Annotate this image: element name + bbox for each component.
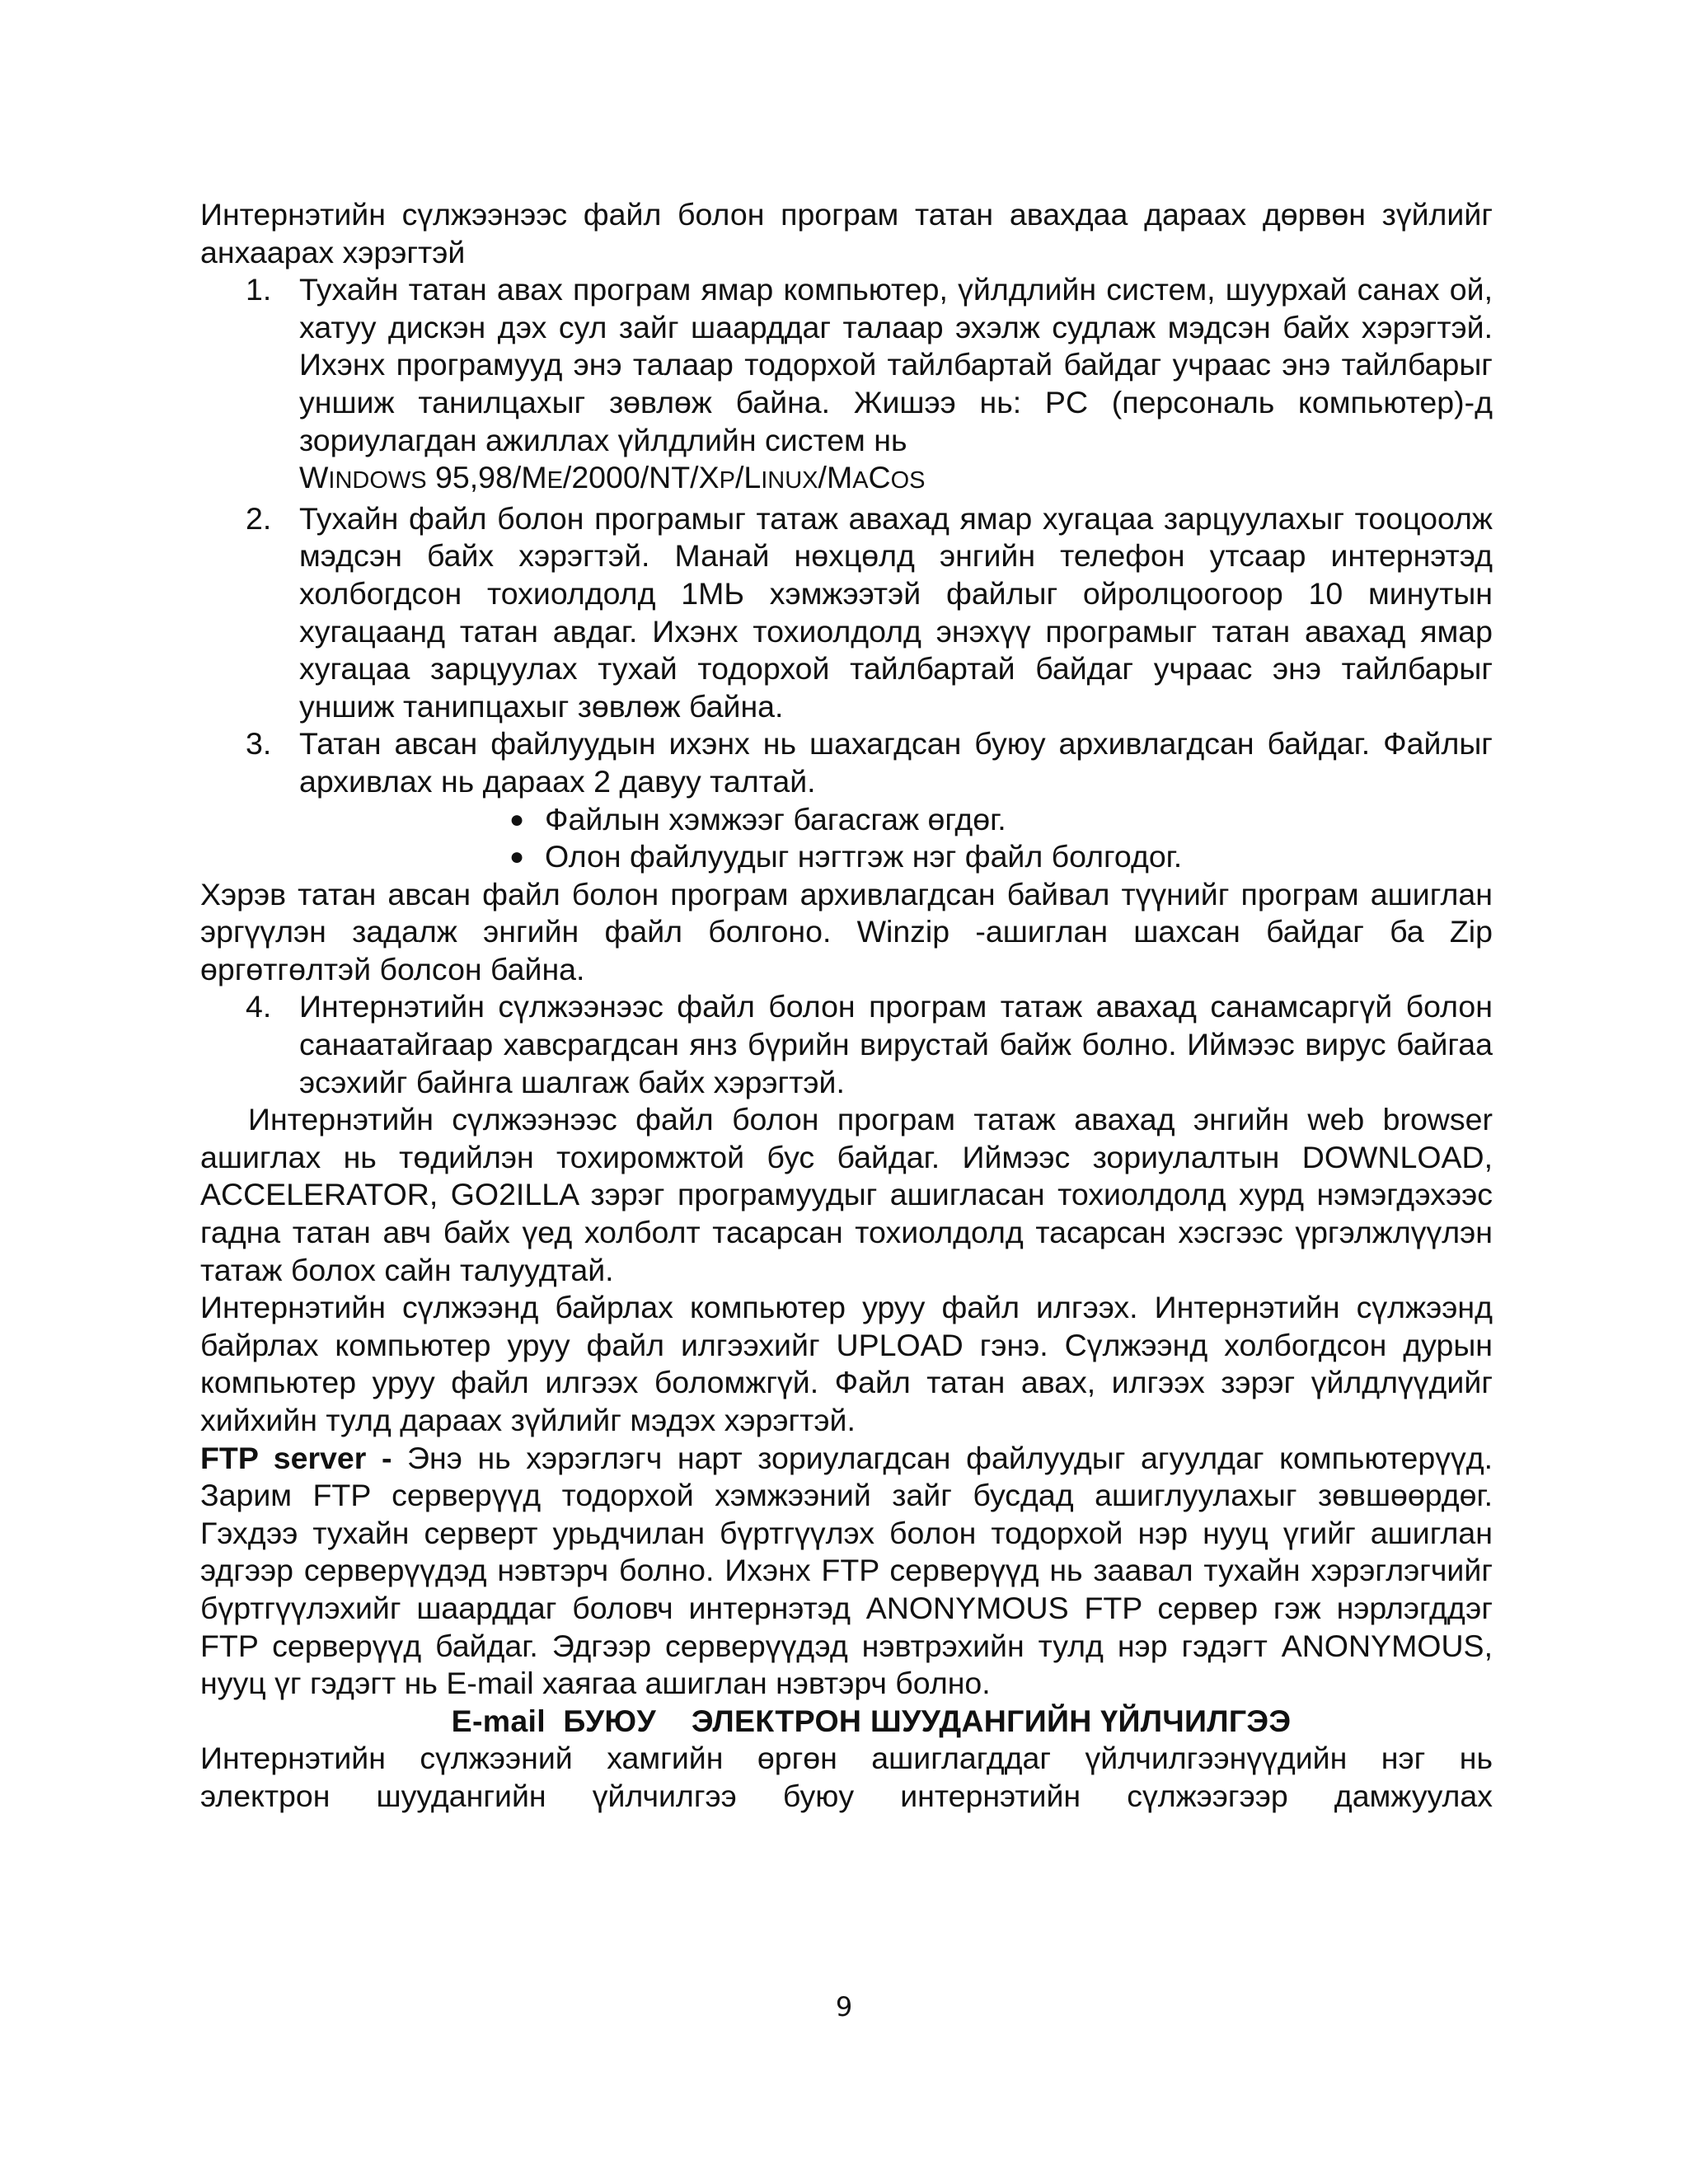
bullet-item: [200, 801, 1493, 839]
list-item-4: [200, 988, 1493, 1101]
list-item-text: Тухайн файл болон програмыг татаж авахад ямар хугацаа зарцуулахыг тооцоолж мэдсэн байх хэрэгтэй. Манай нөхцөлд энгийн телефон утсаар интернэтэд холбогдсон тохиолдолд 1МЬ хэмжээтэй файлыг ойролцоогоор 10 минутын хугацаанд татан авдаг. Ихэнх тохиолдолд энэхүү програмыг татан авахад ямар хугацаа зарцуулах тухай тодорхой тайлбартай байдаг учраас энэ тайлбарыг уншиж танипцахыг зөвлөж байна.: [299, 500, 1493, 724]
list-item-number: 1.: [246, 272, 272, 307]
bullet-text: Файлын хэмжээг багасгаж өгдөг.: [545, 801, 1006, 837]
page-number: 9: [835, 1991, 853, 2022]
list-item-text: Интернэтийн сүлжээнээс файл болон програм татаж авахад санамсаргүй болон санаатайгаар хавсрагдсан янз бүрийн вирустай байж болно. Иймээс вирус байгаа эсэхийг байнга шалгаж байх хэрэгтэй.: [299, 989, 1493, 1099]
list-item-text: Тухайн татан авах програм ямар компьютер, үйлдлийн систем, шуурхай санах ой, хатуу дискэн дэх сул зайг шаарддаг талаар эхэлж судлаж мэдсэн байх хэрэгтэй. Ихэнх програмууд энэ талаар тодорхой тайлбартай байдаг учраас энэ тайлбарыг уншиж танилцахыг зөвлөж байна. Жишээ нь: PC (персональ компьютер)-д зориулагдан ажиллах үйлдлийн систем нь: [299, 272, 1493, 457]
bullet-icon: ●: [509, 843, 525, 871]
list-item-2: [200, 500, 1493, 726]
list-item-1: [200, 271, 1493, 500]
bullet-text: Олон файлуудыг нэгтгэж нэг файл болгодог.: [545, 839, 1183, 874]
os-list: WINDOWS 95,98/ME/2000/NT/XP/LINUX/MACOS: [299, 460, 926, 495]
intro-paragraph: Интернэтийн сүлжээнээс файл болон програм татан авахдаа дараах дөрвөн зүйлийг анхаарах хэрэгтэй: [200, 197, 1493, 269]
upload-paragraph: Интернэтийн сүлжээнд байрлах компьютер уруу файл илгээх. Интернэтийн сүлжээнд байрлах компьютер уруу файл илгээхийг UPLOAD гэнэ. Сүлжээнд холбогдсон дурын компьютер уруу файл илгээх боломжгүй. Файл татан авах, илгээх зэрэг үйлдлүүдийг хийхийн тулд дараах зүйлийг мэдэх хэрэгтэй.: [200, 1290, 1493, 1437]
page-body: [200, 196, 1493, 1816]
browser-paragraph: Интернэтийн сүлжээнээс файл болон програм татаж авахад энгийн web browser ашиглах нь төдийлэн тохиромжтой бус байдаг. Иймээс зориулалтын DOWNLOAD, ACCELERATOR, GO2ILLA зэрэг програмуудыг ашигласан тохиолдолд хурд нэмэгдэхээс гадна татан авч байх үед холболт тасарсан тохиолдолд тасарсан хэсгээс үргэлжлүүлэн татаж болох сайн талуудтай.: [200, 1102, 1493, 1287]
bullet-icon: ●: [509, 805, 525, 833]
ftp-term: FTP server -: [200, 1440, 392, 1475]
list-item-number: 4.: [246, 989, 272, 1024]
list-item-text: Татан авсан файлуудын ихэнх нь шахагдсан буюу архивлагдсан байдаг. Файлыг архивлах нь дараах 2 давуу талтай.: [299, 726, 1493, 799]
email-paragraph-line: электрон шуудангийн үйлчилгээ буюу интернэтийн сүлжээгээр дамжуулах: [200, 1778, 1493, 1813]
list-item-3: [200, 725, 1493, 800]
archive-paragraph: Хэрэв татан авсан файл болон програм архивлагдсан байвал түүнийг програм ашиглан эргүүлэн задалж энгийн файл болгоно. Winzip -ашиглан шахсан байдаг ба Zip өргөтгөлтэй болсон байна.: [200, 876, 1493, 987]
bullet-item: [200, 838, 1493, 876]
email-paragraph-line: Интернэтийн сүлжээний хамгийн өргөн ашиглагддаг үйлчилгээнүүдийн нэг нь: [200, 1741, 1493, 1776]
list-item-number: 3.: [246, 726, 272, 762]
section-heading: E-mail БУЮУ ЭЛЕКТРОН ШУУДАНГИЙН ҮЙЛЧИЛГЭЭ: [451, 1703, 1292, 1738]
ftp-definition: Энэ нь хэрэглэгч нарт зориулагдсан файлуудыг агуулдаг компьютерүүд. Зарим FTP серверүүд тодорхой хэмжээний зайг бусдад ашиглуулахыг зөвшөөрдөг. Гэхдээ тухайн серверт урьдчилан бүртгүүлэх болон тодорхой нэр нууц үгийг ашиглан эдгээр серверүүдэд нэвтэрч болно. Ихэнх FTP серверүүд нь заавал тухайн хэрэглэгчийг бүртгүүлэхийг шаарддаг боловч интернэтэд ANONYMOUS FTP сервер гэж нэрлэгддэг FTP серверүүд байдаг. Эдгээр серверүүдэд нэвтрэхийн тулд нэр гэдэгт ANONYMOUS, нууц үг гэдэгт нь E-mail хаягаа ашиглан нэвтэрч болно.: [200, 1440, 1493, 1701]
ftp-paragraph: [200, 1440, 1493, 1703]
list-item-number: 2.: [246, 500, 272, 536]
